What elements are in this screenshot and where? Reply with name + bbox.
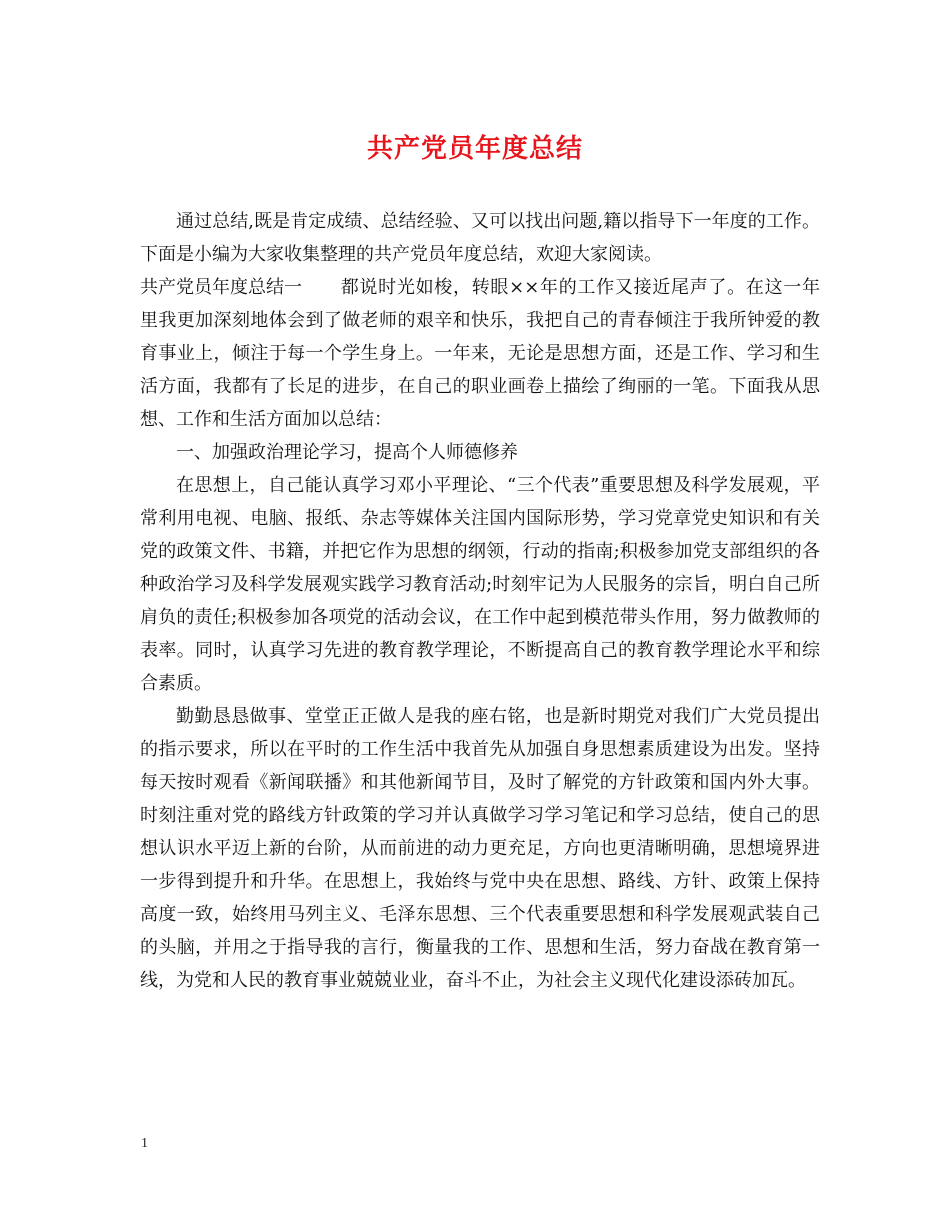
document-title: 共产党员年度总结 (366, 134, 583, 164)
document-body (140, 205, 820, 997)
body-paragraph: 在思想上，自己能认真学习邓小平理论、“三个代表”重要思想及科学发展观，平常利用电视、电脑、报纸、杂志等媒体关注国内国际形势，学习党章党史知识和有关党的政策文件、书籍，并把它作为思想的纲领，行动的指南;积极参加党支部组织的各种政治学习及科学发展观实践学习教育活动;时刻牢记为人民服务的宗旨，明白自己所肩负的责任;积极参加各项党的活动会议，在工作中起到模范带头作用，努力做教师的表率。同时，认真学习先进的教育教学理论，不断提高自己的教育教学理论水平和综合素质。 (140, 475, 820, 694)
section-opening-text: 都说时光如梭，转眼××年的工作又接近尾声了。在这一年里我更加深刻地体会到了做老师的艰辛和快乐，我把自己的青春倾注于我所钟爱的教育事业上，倾注于每一个学生身上。一年来，无论是思想方面，还是工作、学习和生活方面，我都有了长足的进步，在自己的职业画卷上描绘了绚丽的一笔。下面我从思想、工作和生活方面加以总结： (140, 277, 820, 430)
section-heading: 一、加强政治理论学习，提高个人师德修养 (176, 442, 518, 463)
intro-paragraph: 通过总结,既是肯定成绩、总结经验、又可以找出问题,籍以指导下一年度的工作。下面是小编为大家收集整理的共产党员年度总结，欢迎大家阅读。 (140, 211, 820, 265)
section-label: 共产党员年度总结一 (140, 277, 302, 298)
page-number: 1 (141, 1136, 148, 1151)
section-one-paragraph (140, 271, 820, 436)
body-paragraph: 勤勤恳恳做事、堂堂正正做人是我的座右铭，也是新时期党对我们广大党员提出的指示要求，所以在平时的工作生活中我首先从加强自身思想素质建设为出发。坚持每天按时观看《新闻联播》和其他新闻节目，及时了解党的方针政策和国内外大事。时刻注重对党的路线方针政策的学习并认真做学习学习笔记和学习总结，使自己的思想认识水平迈上新的台阶，从而前进的动力更充足，方向也更清晰明确，思想境界进一步得到提升和升华。在思想上，我始终与党中央在思想、路线、方针、政策上保持高度一致，始终用马列主义、毛泽东思想、三个代表重要思想和科学发展观武装自己的头脑，并用之于指导我的言行，衡量我的工作、思想和生活，努力奋战在教育第一线，为党和人民的教育事业兢兢业业，奋斗不止，为社会主义现代化建设添砖加瓦。 (140, 706, 820, 991)
